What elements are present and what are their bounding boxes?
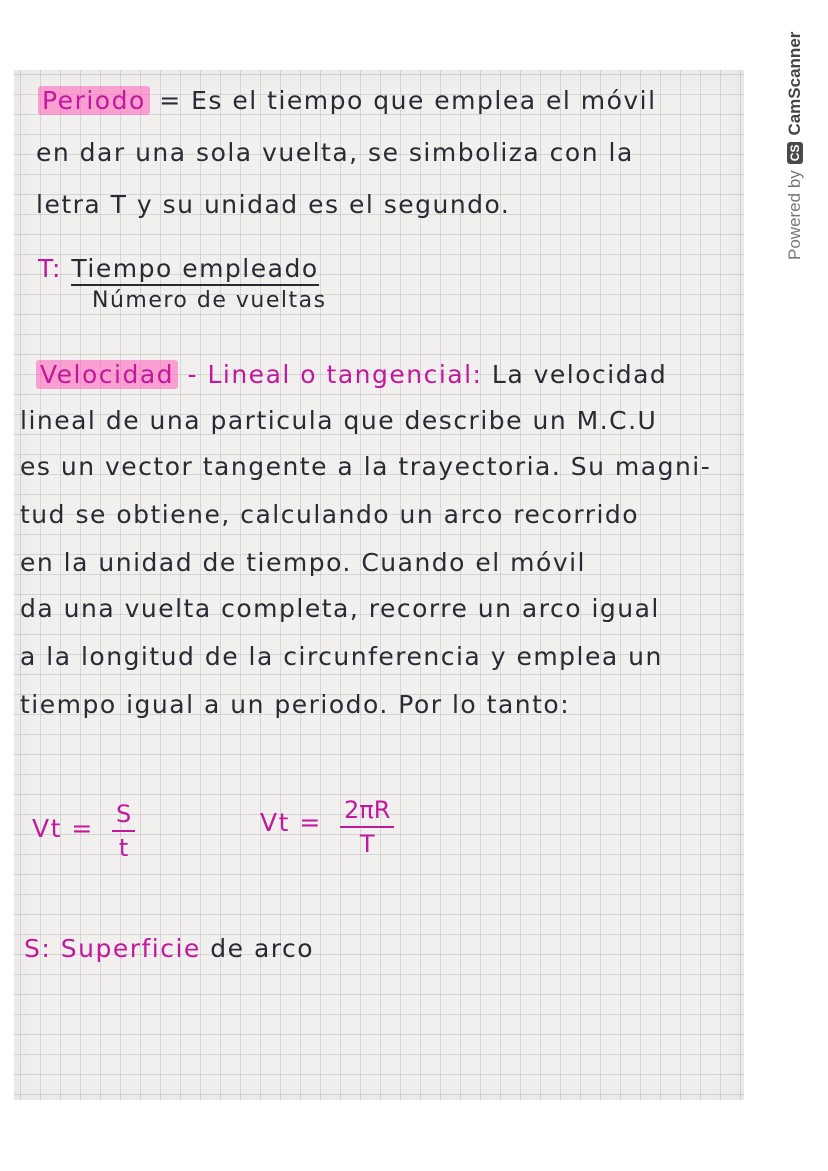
periodo-line-2: en dar una sola vuelta, se simboliza con la [36, 138, 634, 167]
camscanner-logo-icon: CS [787, 142, 803, 165]
watermark-content [785, 32, 805, 260]
surface-text-pink: Superficie [60, 934, 201, 963]
velocidad-term: Velocidad [36, 360, 178, 389]
velocidad-line-6: da una vuelta completa, recorre un arco igual [20, 594, 660, 623]
periodo-line-1-text: = Es el tiempo que emplea el móvil [159, 86, 657, 115]
watermark-brand: CamScanner [785, 31, 804, 136]
watermark-powered-by: Powered by [785, 170, 804, 260]
formula-1-numerator: S [112, 802, 135, 832]
velocidad-line-1-text: La velocidad [491, 360, 668, 389]
graph-paper [14, 70, 744, 1100]
velocidad-line-5: en la unidad de tiempo. Cuando el móvil [20, 548, 587, 577]
camscanner-watermark [772, 20, 822, 270]
formula-2-numerator: 2πR [340, 798, 394, 828]
formula-2-denominator: T [359, 830, 375, 858]
period-formula-denominator: Número de vueltas [92, 288, 327, 313]
period-formula-numerator: Tiempo empleado [71, 256, 318, 286]
formula-1-lhs: Vt = [32, 814, 94, 843]
velocidad-line-1 [36, 362, 667, 387]
surface-text-rest: de arco [210, 934, 315, 963]
formula-1-denominator: t [118, 834, 129, 862]
periodo-line-3: letra T y su unidad es el segundo. [36, 190, 511, 219]
velocidad-line-8: tiempo igual a un periodo. Por lo tanto: [20, 690, 571, 719]
surface-definition [24, 936, 314, 961]
formula-2-fraction [340, 798, 394, 856]
formula-2-lhs: Vt = [260, 808, 322, 837]
periodo-line-1 [38, 88, 657, 113]
surface-symbol: S: [24, 934, 52, 963]
period-formula [38, 256, 319, 286]
periodo-term: Periodo [38, 86, 150, 115]
formula-1-fraction [112, 802, 135, 860]
velocidad-line-7: a la longitud de la circunferencia y emplea un [20, 642, 663, 671]
period-formula-prefix: T: [38, 254, 62, 283]
velocidad-line-4: tud se obtiene, calculando un arco recorrido [20, 500, 640, 529]
velocidad-line-3: es un vector tangente a la trayectoria. Su magni- [20, 452, 712, 481]
velocidad-line-2: lineal de una particula que describe un M.C.U [20, 406, 658, 435]
velocidad-subtitle: - Lineal o tangencial: [187, 360, 483, 389]
